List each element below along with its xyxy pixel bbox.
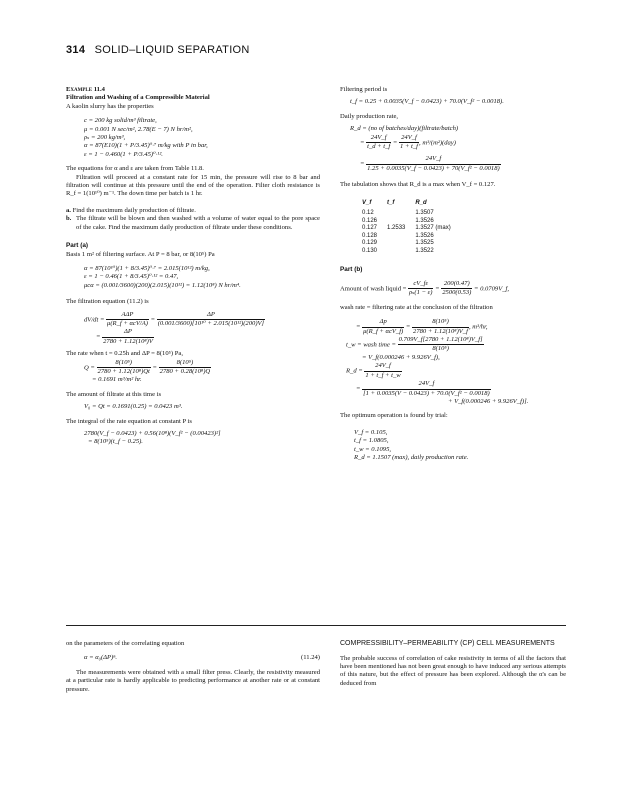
table-header-vf: V_f <box>362 199 372 206</box>
table-header-row <box>362 198 461 210</box>
eq-dvdt-mid <box>106 311 149 329</box>
numerator: 8(10⁵) <box>97 359 151 368</box>
equation-number: (11.24) <box>301 654 320 662</box>
denominator: ρₛ(1 − ε) <box>409 289 433 297</box>
section-divider <box>66 625 566 626</box>
wash-rate-text: wash rate = filtering rate at the conclusion of the filtration <box>340 303 493 311</box>
filtering-period-text: Filtering period is <box>340 86 388 93</box>
wr-frac-2 <box>412 318 469 336</box>
eq-alpha: α = 87(10¹⁰)(1 + 8/3.45)⁰·⁷ = 2.015(10¹²) m/kg, <box>84 264 210 272</box>
numerator: 8(10⁵) <box>159 359 212 368</box>
measurements-paragraph: The measurements were obtained with a small filter press. Clearly, the resistivity measured at a particular rate is hardly applicable to predicting performance at another rate or at constant pressure. <box>66 668 320 693</box>
example-intro: A kaolin slurry has the properties <box>66 102 154 110</box>
wash-frac-2 <box>441 280 472 298</box>
table-cell: 0.126 <box>362 217 378 224</box>
table-cell: 1.2533 <box>387 225 406 232</box>
numerator: 24V_f <box>362 380 491 389</box>
task-b-label: b. <box>66 215 72 223</box>
table-cell: 1.3507 <box>415 210 434 217</box>
denominator: [1 + 0.0035(V − 0.0423) + 70.0(V_f² − 0.0018) <box>363 389 490 397</box>
denominator: 8(10⁵) <box>432 345 449 353</box>
task-a-text: Find the maximum daily production of filtrate. <box>72 206 196 214</box>
property-alpha: α = 87(E10)(1 + P/3.45)⁰·⁷ m/kg with P in bar, <box>84 142 208 150</box>
eq-rd-3: = $\frac{24V\_f}{\text{1.25 + 0.0035(V\_f − 0.0423) + 70(V\_f² − 0.0018)}}$ <box>360 155 500 172</box>
table-cell <box>387 210 415 218</box>
eq-q-frac1 <box>97 359 151 377</box>
eq-mu-c-alpha: μcα = (0.001/3600)(200)(2.015)(10¹²) = 1.12(10⁸) N hr/m⁴. <box>84 281 241 289</box>
numerator: 24V_f <box>364 362 401 371</box>
numerator: 0.709V_f[2780 + 1.12(10⁸)V_f] <box>398 336 484 345</box>
denominator: 2500(0.53) <box>442 289 472 297</box>
filtration-equation-text: The filtration equation (11.2) is <box>66 298 149 306</box>
wash-result: = 0.0709V_f, <box>473 285 510 293</box>
numerator: Δp <box>362 318 404 327</box>
part-a-basis: Basis 1 m² of filtering surface. At P = 8 bar, or 8(10⁵) Pa <box>66 250 215 258</box>
eq-wash-rate: = $\frac{\Delta p}{\text{μ(R\_f + αcV\_f)}}$ = $\frac{\text{8(10⁵)}}{\text{2780 + 1.12(10⁸)V\_f}}$ , m³/hr, <box>356 318 488 335</box>
rd-lhs: R_d = <box>346 367 363 375</box>
cp-cell-heading: COMPRESSIBILITY–PERMEABILITY (CP) CELL MEASUREMENTS <box>340 640 555 647</box>
eq-dvdt-right <box>157 311 265 329</box>
tabulation-text: The tabulation shows that R_d is a max when V_f = 0.127. <box>340 181 496 189</box>
running-header <box>66 44 250 56</box>
eq-q-result: = 0.1691 m³/m² hr. <box>92 376 142 384</box>
eq-q-frac2 <box>159 359 212 377</box>
denominator: 2780 + 0.28(10⁸)Q <box>159 367 211 375</box>
example-title: Filtration and Washing of a Compressible Material <box>66 94 210 102</box>
eq-integral-1: 2780(V_f − 0.0423) + 0.56(10⁸)(V_f² − (0.00423)²] <box>84 430 221 437</box>
eq-rd-2-frac-b <box>399 134 419 152</box>
table-cell <box>387 233 415 241</box>
eq-v0: V₀ = Qt = 0.1691(0.25) = 0.0423 m³. <box>84 403 183 411</box>
eq-rd-wash <box>340 362 565 380</box>
wr-frac-1 <box>362 318 404 336</box>
table-row <box>362 225 461 233</box>
part-b-heading: Part (b) <box>340 265 363 273</box>
task-b-text: The filtrate will be blown and then washed with a volume of water equal to the pore space of the cake. Find the maximum daily production of filtrate under these conditions. <box>76 215 320 231</box>
table-cell: 1.3526 <box>415 232 434 239</box>
bottom-left-text <box>66 640 320 694</box>
denominator: 1.25 + 0.0035(V_f − 0.0423) + 70(V_f² − 0.0018) <box>367 164 500 172</box>
table-row <box>362 210 461 218</box>
eq-rd-3-frac <box>366 155 501 173</box>
property-mu: μ = 0.001 N sec/m², 2.78(E − 7) N hr/m², <box>84 125 193 133</box>
numerator: cV_fε <box>408 280 433 289</box>
property-rho: ρₛ = 200 kg/m³, <box>84 134 126 142</box>
table-cell: 0.12 <box>362 210 374 217</box>
eq-alpha-power: α = α₀(ΔP)ⁿ. <box>84 654 117 662</box>
rate-text: The rate when t = 0.25h and ΔP = 8(10⁵) Pa, <box>66 350 184 358</box>
eq-filtration-rate: dV/dt = $\frac{\text{AΔP}}{\text{μ(R\_f + αcV/A)}}$ = $\frac{\Delta P}{\text{(0.001/3600)[10¹⁰ + 2.015(10¹²)(200)V]}}$ <box>84 310 265 327</box>
result-vf: V_f = 0.105, <box>354 428 388 436</box>
right-column <box>340 86 565 462</box>
numerator: ΔP <box>102 328 154 337</box>
task-b <box>66 215 320 232</box>
example-label: Example 11.4 <box>66 86 105 93</box>
eq-dvdt-lhs: dV/dt <box>84 315 99 323</box>
running-title: SOLID–LIQUID SEPARATION <box>94 44 250 56</box>
cp-cell-paragraph: The probable success of correlation of cake resistivity in terms of all the factors that have been mentioned has not been great enough to have induced any serious attempts of this nature, but the effect of pressure has been explored. Although the α's can be deduced from <box>340 654 566 687</box>
eq-rd-2-tail: , m³/(m²)(day) <box>419 139 456 147</box>
left-column <box>66 86 320 447</box>
page-number: 314 <box>66 44 86 56</box>
integral-text: The integral of the rate equation at constant P is <box>66 417 192 425</box>
rd-frac <box>364 362 401 380</box>
numerator: 8(10⁵) <box>412 318 469 327</box>
wash-frac-1 <box>408 280 433 298</box>
table-row <box>362 248 461 256</box>
daily-production-text: Daily production rate, <box>340 112 399 120</box>
denominator: (0.001/3600)[10¹⁰ + 2.015(10¹²)(200)V] <box>157 319 265 327</box>
rd2-frac <box>362 380 491 398</box>
task-a <box>66 207 320 215</box>
wr-unit: , m³/hr, <box>468 323 488 331</box>
eq-tf: t_f = 0.25 + 0.0035(V_f − 0.0423) + 70.0(V_f² − 0.0018). <box>350 98 504 106</box>
tw-frac <box>398 336 484 354</box>
property-epsilon: ε = 1 − 0.460(1 + P/3.45)⁰·¹². <box>84 150 163 158</box>
table-row <box>362 240 461 248</box>
property-c: c = 200 kg solid/m³ filtrate, <box>84 117 157 125</box>
denominator: 2780 + 1.12(10⁸)Qt <box>97 367 150 375</box>
eq-dvdt-2 <box>102 328 154 346</box>
task-a-label: a. <box>66 206 71 214</box>
eq-rd-wash-3: + V_f(0.000246 + 9.926V_f)]. <box>448 397 529 405</box>
table-cell: 1.3526 <box>415 217 434 224</box>
part-a-heading: Part (a) <box>66 242 89 250</box>
eq-integral-2: = 8(10⁵)(t_f − 0.25). <box>88 438 143 446</box>
paragraph-equations-source: The equations for α and ε are taken from Table 11.8. <box>66 165 204 173</box>
optimum-text: The optimum operation is found by trial: <box>340 412 448 420</box>
table-cell: 0.130 <box>362 248 378 255</box>
numerator: 200(0.47) <box>441 280 472 289</box>
amount-text: The amount of filtrate at this time is <box>66 390 162 398</box>
denominator: t_d + t_f <box>367 143 391 151</box>
numerator: ΔP <box>157 311 265 320</box>
eq-rd-2-frac-a <box>366 134 391 152</box>
equation-11-24 <box>66 654 320 662</box>
numerator: 24V_f <box>399 134 419 143</box>
eq-wash-time-2: = V_f(0.000246 + 9.926V_f), <box>362 353 440 361</box>
table-cell: 1.3525 <box>415 240 434 247</box>
table-cell: 1.3522 <box>415 248 434 255</box>
numerator: AΔP <box>106 311 149 320</box>
table-cell <box>387 240 415 248</box>
eq-rd-1: R_d = (no of batches/day)(filtrate/batch) <box>350 125 459 133</box>
result-rd: R_d = 1.1507 (max), daily production rate. <box>354 453 469 461</box>
table-header-tf: t_f <box>387 199 395 206</box>
denominator: 2780 + 1.12(10⁸)V <box>103 337 153 345</box>
numerator: 24V_f <box>366 134 391 143</box>
denominator: 1 + t_f <box>400 143 419 151</box>
parameters-text: on the parameters of the correlating equation <box>66 640 185 647</box>
numerator: 24V_f <box>366 155 501 164</box>
bottom-right-text <box>340 640 566 688</box>
eq-wash-amount: Amount of wash liquid = $\frac{cV\_f\varepsilon}{\text{ρₛ(1 − ε)}}$ = $\frac{200(0.47)}{2500(0.53)}$ = 0.0709V_f, <box>340 280 510 297</box>
table-header-rd: R_d <box>415 199 427 206</box>
table-cell: 1.3527 (max) <box>415 225 451 232</box>
denominator: 1 + t_f + t_w <box>365 371 401 379</box>
eq-epsilon: ε = 1 − 0.46(1 + 8/3.45)⁰·¹² = 0.47, <box>84 273 179 281</box>
denominator: 2780 + 1.12(10⁸)V_f <box>413 327 468 335</box>
table-row <box>362 233 461 241</box>
tw-lhs: t_w = wash time = <box>346 341 396 349</box>
table-cell: 0.129 <box>362 240 378 247</box>
table-cell: 0.128 <box>362 232 378 239</box>
eq-filtration-rate-2: = $\frac{\Delta P}{\text{2780 + 1.12(10⁸)V}}$ <box>96 328 153 345</box>
table-cell <box>387 248 415 256</box>
result-tf: t_f = 1.0805, <box>354 437 389 445</box>
table-cell: 0.127 <box>362 225 378 232</box>
eq-rd-2: = $\frac{24V\_f}{t\_d + t\_f}$ = $\frac{24V\_f}{1 + t\_f}$ , m³/(m²)(day) <box>360 133 456 151</box>
eq-q-lhs: Q = <box>84 363 95 371</box>
eq-q: Q = $\frac{\text{8(10⁵)}}{\text{2780 + 1.12(10⁸)Qt}}$ = $\frac{\text{8(10⁵)}}{\text{2780 + 0.28(10⁸)Q}}$ <box>84 358 211 375</box>
table-row <box>362 218 461 226</box>
denominator: μ(R_f + αcV/A) <box>107 319 148 327</box>
paragraph-operation: Filtration will proceed at a constant rate for 15 min, the pressure will rise to 8 bar and filtration will continue at this pressure until the end of the operation. Filter cloth resistance is R_f = 1(10¹⁰) m⁻¹. The down time per batch is 1 hr. <box>66 173 320 198</box>
denominator: μ(R_f + αcV_f) <box>363 327 404 335</box>
results-table <box>362 198 461 256</box>
wash-amount-lhs: Amount of wash liquid = <box>340 285 407 293</box>
eq-rd-wash-2: = $\frac{24V\_f}{\text{[1 + 0.0035(V − 0.0423) + 70.0(V\_f² − 0.0018)}}$ <box>356 380 490 397</box>
result-tw: t_w = 0.1095, <box>354 445 392 453</box>
table-cell <box>387 218 415 226</box>
eq-wash-time <box>340 336 565 354</box>
